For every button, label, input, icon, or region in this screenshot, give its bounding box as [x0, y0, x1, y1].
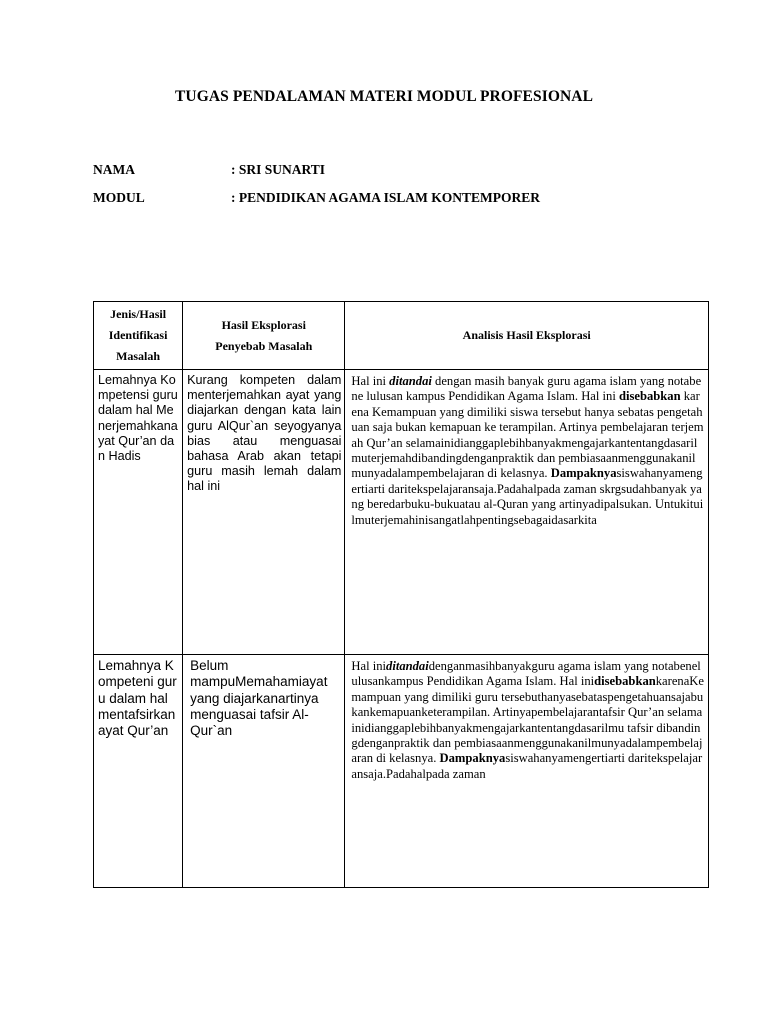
row1-analysis-emph: ditandai — [389, 374, 432, 388]
table-row — [94, 370, 709, 655]
row1-analysis-text: karena Kemampuan yang dimiliki siswa tersebut hanya sebatas pengetahuan saja bukan kemapuan ke terampilan. Artinya pembelajaran terjemah Qur’an selamainidianggaplebihbanyakmengajarkantentangdasarilmuterjemahdibandingdenganpraktik dan pembiasaanmenggunakanilmunyadalampembelajaran di kelasnya. — [351, 389, 704, 481]
row2-cause-cell — [183, 655, 345, 888]
row2-analysis-bold: Dampaknya — [439, 751, 506, 766]
row2-cause: Belum mampuMemahamiayat yang diajarkanartinya menguasai tafsir Al-Qur`an — [190, 658, 328, 739]
row1-analysis — [345, 370, 708, 528]
header-analisis-text: Analisis Hasil Eksplorasi — [462, 328, 591, 342]
header-hasil-eksplorasi — [183, 302, 345, 370]
row2-analysis-emph: ditandai — [386, 659, 429, 673]
row1-analysis-cell — [345, 370, 709, 655]
row1-analysis-bold: disebabkan — [618, 389, 681, 404]
row1-problem: Lemahnya Kompetensi guru dalam hal Menerjemahkanayat Qur’an dan Hadis — [98, 373, 178, 464]
row1-problem-cell — [94, 370, 183, 655]
row2-analysis-text: Hal ini — [351, 659, 387, 673]
row2-analysis-cell — [345, 655, 709, 888]
row1-analysis-text: Hal ini — [351, 374, 390, 388]
nama-label: NAMA — [93, 162, 135, 177]
analysis-table — [93, 301, 709, 888]
modul-label: MODUL — [93, 190, 145, 205]
modul-value: : PENDIDIKAN AGAMA ISLAM KONTEMPORER — [231, 190, 541, 205]
row1-cause-cell — [183, 370, 345, 655]
row1-analysis-text: dengan masih banyak guru agama islam yang notabene lulusan kampus Pendidikan Agama Islam. Hal ini — [351, 374, 702, 404]
row2-analysis-text: denganmasihbanyakguru agama islam yang notabenelulusankampus Pendidikan Agama Islam. Hal ini — [351, 659, 701, 689]
header-hasil-eksplorasi-text: Hasil Eksplorasi Penyebab Masalah — [215, 317, 313, 353]
row2-analysis-bold: disebabkan — [594, 674, 656, 689]
header-analisis — [345, 302, 709, 370]
nama-value: : SRI SUNARTI — [231, 162, 326, 177]
row2-problem-cell — [94, 655, 183, 888]
table-row — [94, 655, 709, 888]
header-jenis-hasil-text: Jenis/Hasil Identifikasi Masalah — [108, 307, 168, 363]
row1-cause: Kurang kompeten dalam menterjemahkan ayat yang diajarkan dengan kata lain guru AlQur`an seyogyanya bias atau menguasai bahasa Arab akan tetapi guru masih lemah dalam hal ini — [187, 373, 342, 494]
row2-analysis-text: karenaKemampuan yang dimiliki guru tersebuthanyasebataspengetahuansajabukankemapuanketerampilan. Artinyapembelajarantafsir Qur’an selamainidianggaplebihbanyakmengajarkantentangdasarilmu tafsir dibandingdenganpraktik dan pembiasaanmenggunakanilmunyadalampembelajaran di kelasnya. — [351, 674, 704, 766]
row1-analysis-bold: Dampaknya — [550, 466, 617, 481]
header-jenis-hasil — [94, 302, 183, 370]
row2-analysis — [345, 655, 708, 782]
document-title: TUGAS PENDALAMAN MATERI MODUL PROFESIONAL — [174, 88, 594, 105]
row2-analysis-text: siswahanyamengertiarti daritekspelajaransaja.Padahalpada zaman — [351, 751, 703, 781]
row2-problem: Lemahnya Kompeteni guru dalam hal mentafsirkanayat Qur’an — [98, 658, 177, 739]
table-header-row — [94, 302, 709, 370]
row1-analysis-text: siswahanyamengertiarti daritekspelajaransaja.Padahalpada zaman skrgsudahbanyak yang beredarbuku-bukuatau al-Quran yang artinyadipalsukan. Untukituilmuterjemahinisangatlahpentingsebagaidasarkita — [351, 466, 704, 527]
